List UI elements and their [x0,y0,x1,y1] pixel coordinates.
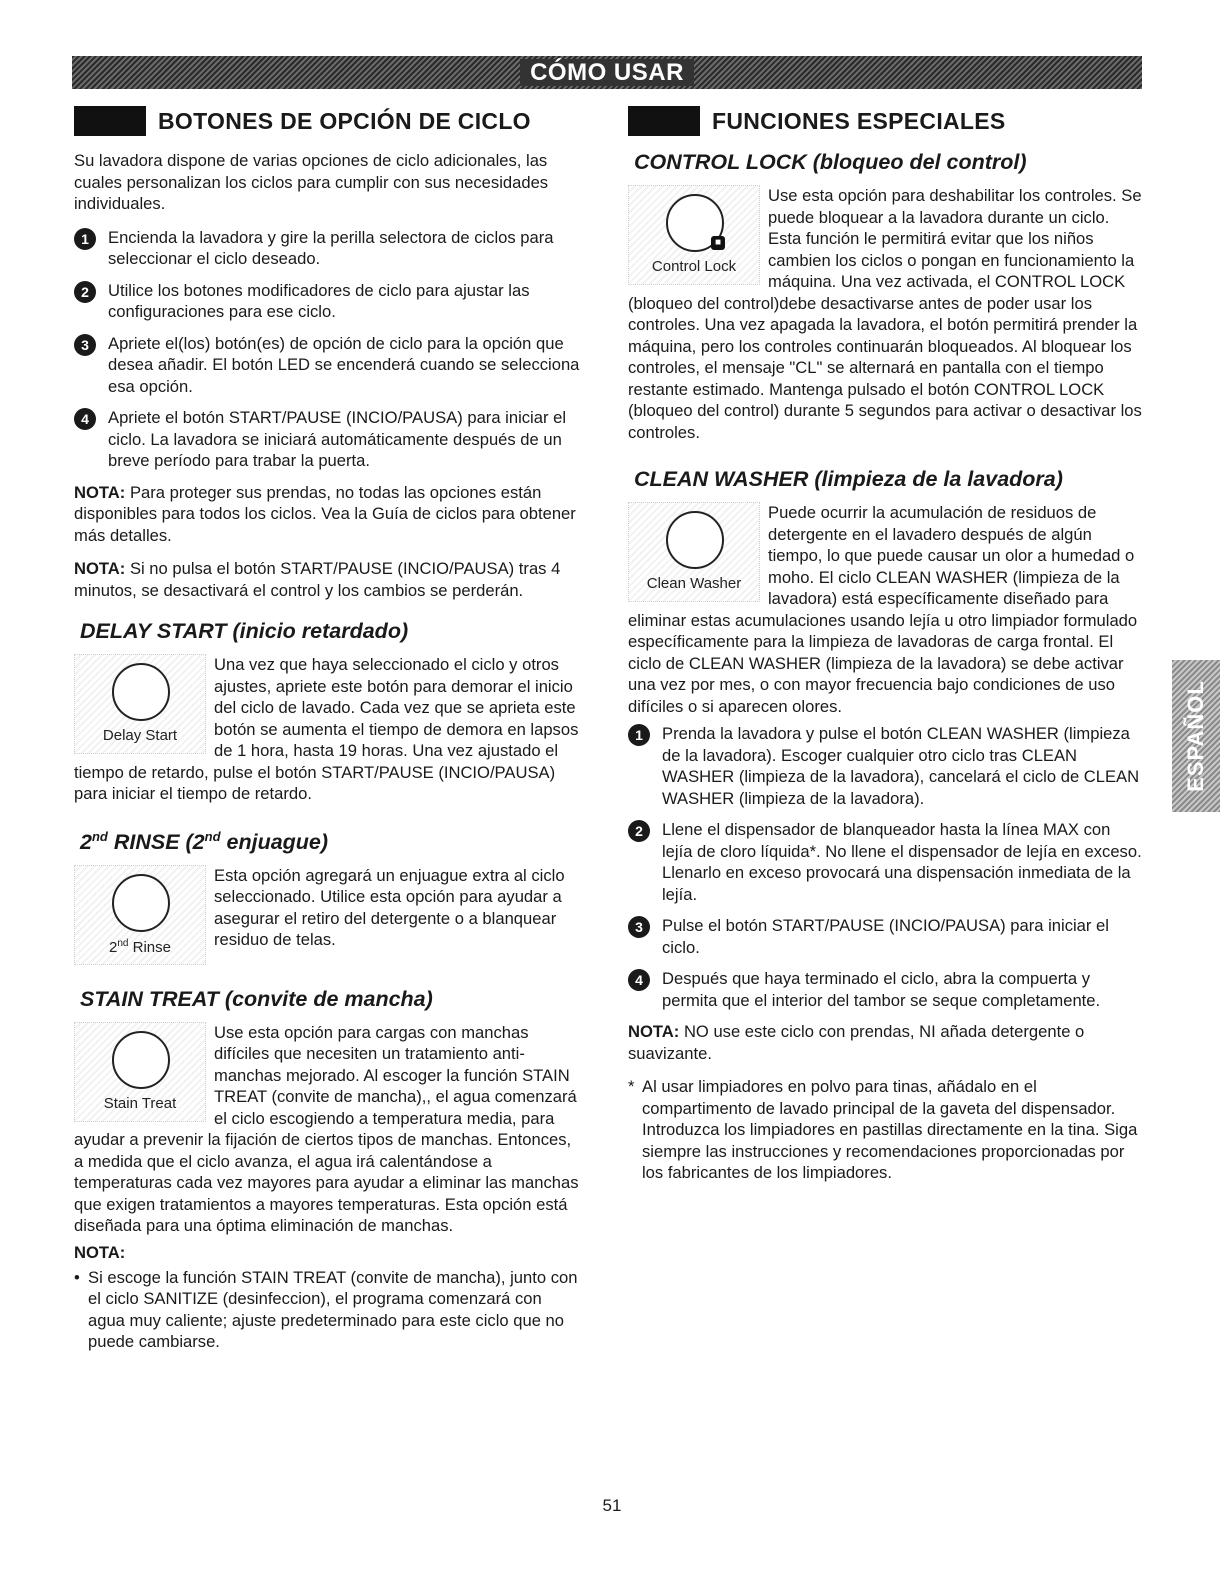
control-lock-button-illustration [628,185,760,285]
rinse-feature [74,865,582,969]
rinse-text: Esta opción agregará un enjuague extra al ciclo seleccionado. Utilice esta opción para ayudar a asegurar el retiro del detergente o a blanquear residuo de telas. [214,865,565,950]
rinse-title-part: RINSE (2 [107,829,205,854]
step-text: Utilice los botones modificadores de ciclo para ajustar las configuraciones para ese ciclo. [108,280,530,321]
rinse-title-sup: nd [204,828,221,844]
step-text: Pulse el botón START/PAUSE (INCIO/PAUSA) para iniciar el ciclo. [662,916,1109,957]
left-column [74,104,582,1357]
rinse-title-sup: nd [91,828,108,844]
control-lock-text: Use esta opción para deshabilitar los controles. Se puede bloquear a la lavadora durante un ciclo. Esta función le permitirá evitar que los niños cambien los ciclos o pongan en funcionamiento la máquina. Una vez activada, el CONTROL LOCK (bloqueo del control)debe desactivarse antes de poder usar los controles. Una vez apagada la lavadora, el botón permitirá prender la máquina, pero los controles continuarán bloqueados. Al bloquear los controles, el mensaje "CL" se alternará en pantalla con el tiempo restante estimado. Mantenga pulsado el botón CONTROL LOCK (bloqueo del control) durante 5 segundos para activar o desactivar los controles. [628,186,1142,442]
step-number-icon: 1 [628,724,650,746]
step-number-icon: 2 [628,820,650,842]
stain-treat-text: Use esta opción para cargas con manchas difíciles que necesiten un tratamiento anti-manchas mejorado. Al escoger la función STAIN TREAT (convite de mancha),, el agua comenzará el ciclo escogiendo a temperatura media, para ayudar a prevenir la fijación de ciertos tipos de manchas. Entonces, a medida que el ciclo avanza, el agua irá calentándose a temperaturas cada vez mayores para ayudar a eliminar las manchas que exigen tratamientos a mayores temperaturas. Esta opción está diseñada para una óptima eliminación de manchas. [74,1022,579,1236]
page-banner [72,56,1142,89]
clean-washer-nota [628,1021,1144,1064]
delay-start-title: DELAY START (inicio retardado) [80,619,409,643]
rinse-title [80,829,582,855]
nota-label: NOTA: [74,559,126,578]
button-ring-icon [112,1031,170,1089]
step-item [628,819,1144,905]
step-item [74,280,582,323]
language-side-tab [1172,660,1220,812]
section-header-funciones [628,104,1144,138]
section-title: FUNCIONES ESPECIALES [712,107,1006,134]
step-item [74,407,582,472]
stain-treat-title: STAIN TREAT (convite de mancha) [80,986,433,1011]
button-ring-icon [112,874,170,932]
step-text: Encienda la lavadora y gire la perilla selectora de ciclos para seleccionar el ciclo deseado. [108,227,554,268]
delay-start-text: Una vez que haya seleccionado el ciclo y otros ajustes, apriete este botón para demorar el inicio del ciclo de lavado. Cada vez que se aprieta este botón se aumenta el tiempo de demora en lapsos de 1 hora, hasta 19 horas. Una vez ajustado el tiempo de retardo, pulse el botón START/PAUSE (INCIO/PAUSA) para iniciar el tiempo de retardo. [74,655,579,803]
banner-title: CÓMO USAR [520,59,694,86]
stain-treat-button-illustration [74,1022,206,1122]
delay-start-button-illustration [74,654,206,754]
nota-2 [74,558,582,601]
button-label-part: Rinse [128,938,171,956]
step-text: Prenda la lavadora y pulse el botón CLEAN WASHER (limpieza de la lavadora). Escoger cualquier otro ciclo tras CLEAN WASHER (limpieza de la lavadora), cancelará el ciclo de CLEAN WASHER (limpieza de la lavadora). [662,724,1140,808]
option-steps [74,227,582,472]
nota-label: NOTA: [74,482,126,502]
bullet-icon: • [74,1267,80,1287]
rinse-title-part: 2 [80,829,92,854]
rinse-button-illustration [74,865,206,965]
stain-nota-label: NOTA: [74,1242,126,1262]
delay-start-feature [74,654,582,811]
section-bar [628,106,700,136]
clean-washer-title: CLEAN WASHER (limpieza de la lavadora) [634,467,1063,491]
button-label: Delay Start [102,727,178,744]
button-label: Clean Washer [646,575,742,592]
step-number-icon: 4 [628,969,650,991]
step-item [74,333,582,398]
step-number-icon: 3 [628,916,650,938]
step-item [628,915,1144,958]
footnote-mark: * [628,1077,635,1096]
section-header-botones [74,104,582,138]
step-text: Después que haya terminado el ciclo, abra la compuerta y permita que el interior del tambor se seque completamente. [662,969,1101,1010]
step-item [628,968,1144,1011]
nota-label: NOTA: [628,1022,680,1041]
side-tab-label: ESPAÑOL [1183,680,1208,792]
button-label-sup: nd [117,937,129,949]
step-text: Apriete el botón START/PAUSE (INCIO/PAUSA) para iniciar el ciclo. La lavadora se iniciará automáticamente después de un breve período para trabar la puerta. [108,408,567,470]
button-label: Control Lock [651,258,737,275]
step-number-icon: 2 [74,281,96,303]
control-lock-feature [628,185,1144,449]
stain-treat-feature [74,1022,582,1241]
nota-text: Para proteger sus prendas, no todas las opciones están disponibles para todos los ciclos. Vea la Guía de ciclos para obtener más detalles. [74,482,576,545]
nota-text: Si no pulsa el botón START/PAUSE (INCIO/PAUSA) tras 4 minutos, se desactivará el control y los cambios se perderán. [74,559,561,600]
right-column [628,104,1144,1188]
button-ring-icon [666,511,724,569]
clean-washer-button-illustration [628,502,760,602]
control-lock-title: CONTROL LOCK (bloqueo del control) [634,150,1027,174]
section-title: BOTONES DE OPCIÓN DE CICLO [158,107,531,134]
step-text: Llene el dispensador de blanqueador hasta la línea MAX con lejía de cloro líquida*. No llene el dispensador de lejía en exceso. Llenarlo en exceso provocará una dispensación inmediata de la lejía. [662,820,1142,904]
rinse-title-part: enjuague) [220,829,329,854]
step-number-icon: 4 [74,408,96,430]
clean-washer-text: Puede ocurrir la acumulación de residuos de detergente en el lavadero después de algún tiempo, lo que puede causar un olor a humedad o moho. El ciclo CLEAN WASHER (limpieza de la lavadora) está específicamente diseñado para eliminar estas acumulaciones usando lejía u otro limpiador formulado específicamente para la limpieza de lavadoras de carga frontal. El ciclo de CLEAN WASHER (limpieza de la lavadora) se debe activar una vez por mes, o con mayor frecuencia bajo condiciones de uso difíciles o si aparecen olores. [628,503,1138,716]
bullet-text: Si escoge la función STAIN TREAT (convite de mancha), junto con el ciclo SANITIZE (desinfeccion), el programa comenzará con agua muy caliente; ajuste predeterminado para este ciclo que no puede cambiarse. [88,1267,578,1352]
nota-1 [74,482,582,547]
footnote-text: Al usar limpiadores en polvo para tinas, añádalo en el compartimento de lavado principal de la gaveta del dispensador. Introduzca los limpiadores en pastillas directamente en la tina. Siga siempre las instrucciones y recomendaciones proporcionadas por los fabricantes de los limpiadores. [642,1077,1138,1182]
button-ring-icon [112,663,170,721]
button-label: Stain Treat [103,1094,177,1112]
intro-text: Su lavadora dispone de varias opciones de ciclo adicionales, las cuales personalizan los ciclos para cumplir con sus necesidades individuales. [74,151,549,213]
button-label-part: 2 [109,938,118,956]
step-number-icon: 1 [74,228,96,250]
stain-nota-bullet [74,1267,582,1353]
step-number-icon: 3 [74,334,96,356]
step-text: Apriete el(los) botón(es) de opción de ciclo para la opción que desea añadir. El botón LED se encenderá cuando se selecciona esa opción. [108,333,580,396]
step-item [628,723,1144,809]
nota-text: NO use este ciclo con prendas, NI añada detergente o suavizante. [628,1022,1085,1063]
page-number: 51 [602,1496,622,1515]
lock-icon: ■ [711,236,725,250]
button-label [75,938,205,956]
clean-washer-footnote [628,1076,1144,1184]
clean-washer-steps [628,723,1144,1011]
clean-washer-feature [628,502,1144,723]
section-bar [74,106,146,136]
step-item [74,227,582,270]
